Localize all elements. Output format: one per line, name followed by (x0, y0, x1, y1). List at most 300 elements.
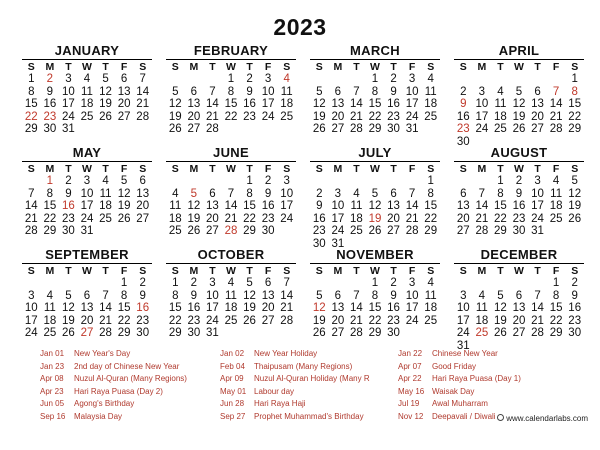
month-name: JULY (358, 145, 392, 160)
day-cell: 28 (99, 327, 112, 340)
holiday-name: Prophet Muhammad's Birthday (254, 411, 364, 421)
day-cell: 22 (117, 314, 131, 327)
weekday-header: W (82, 163, 92, 175)
day-cell: 17 (24, 314, 38, 327)
weekday-header: S (315, 163, 323, 175)
day-cell: 19 (99, 98, 112, 111)
day-cell: 25 (424, 110, 438, 123)
month-divider (454, 161, 584, 162)
holiday-date-label: Apr 07 (398, 361, 422, 371)
day-cell: 17 (206, 302, 219, 315)
holiday-name: 2nd day of Chinese New Year (74, 361, 180, 371)
holiday-date-label: Jul 19 (398, 399, 420, 408)
day-cell: 26 (494, 327, 507, 340)
holiday-column-2 (220, 348, 370, 423)
holiday-entry (398, 361, 521, 374)
day-cell: 5 (172, 85, 179, 98)
weekday-header: S (427, 61, 435, 73)
day-cell: 19 (62, 314, 75, 327)
empty-cell (22, 277, 41, 290)
holiday-date-label: May 16 (398, 386, 425, 396)
day-cell: 24 (62, 110, 75, 123)
day-cell: 11 (550, 187, 563, 200)
day-cell: 16 (387, 98, 400, 111)
day-cell: 15 (117, 302, 131, 315)
empty-cell (384, 175, 403, 188)
day-cell: 8 (28, 85, 35, 98)
day-cell: 10 (280, 187, 294, 200)
month-february (166, 44, 296, 136)
day-cell: 11 (424, 289, 437, 302)
day-cell: 21 (224, 212, 238, 225)
day-grid (22, 265, 152, 340)
holiday-date-label: Jun 05 (40, 399, 65, 408)
empty-cell (528, 73, 547, 86)
day-cell: 6 (534, 85, 541, 98)
month-name: NOVEMBER (336, 247, 414, 262)
day-grid (22, 163, 152, 238)
day-cell: 13 (80, 302, 94, 315)
day-cell: 20 (531, 110, 544, 123)
day-cell: 25 (99, 212, 112, 225)
weekday-header: F (408, 163, 416, 175)
day-cell: 17 (456, 314, 470, 327)
day-cell: 4 (227, 277, 235, 289)
day-cell: 19 (312, 314, 326, 327)
day-cell: 25 (43, 327, 57, 340)
holiday-name: Waisak Day (432, 386, 475, 396)
day-cell: 30 (187, 327, 201, 340)
day-cell: 9 (390, 85, 397, 98)
day-cell: 3 (534, 175, 541, 187)
weekday-header: S (27, 265, 35, 277)
holiday-date-label: Apr 22 (398, 374, 422, 383)
day-cell: 18 (224, 302, 238, 315)
day-cell: 19 (117, 200, 131, 213)
day-cell: 1 (571, 73, 578, 85)
day-cell: 11 (350, 200, 363, 213)
empty-cell (528, 277, 547, 290)
day-cell: 28 (475, 225, 489, 238)
day-cell: 3 (283, 175, 290, 187)
day-cell: 18 (424, 302, 438, 315)
day-cell: 12 (494, 302, 507, 315)
day-cell: 10 (331, 200, 345, 213)
day-cell: 3 (334, 187, 342, 200)
day-cell: 8 (227, 85, 235, 98)
day-cell: 15 (368, 98, 382, 111)
day-cell: 15 (243, 200, 256, 213)
day-cell: 29 (43, 225, 57, 238)
day-cell: 4 (46, 289, 54, 302)
day-cell: 4 (427, 277, 434, 289)
weekday-header: T (353, 163, 360, 175)
day-cell: 30 (512, 225, 526, 238)
day-cell: 10 (475, 98, 489, 111)
holiday-entry (40, 348, 187, 361)
day-cell: 8 (172, 289, 179, 302)
holiday-date: 7 (552, 85, 560, 98)
day-cell: 22 (549, 314, 563, 327)
weekday-header: F (120, 265, 128, 277)
day-cell: 1 (371, 73, 379, 85)
day-cell: 20 (331, 110, 345, 123)
empty-cell (310, 277, 329, 290)
day-cell: 6 (209, 187, 216, 200)
day-cell: 10 (80, 187, 94, 200)
day-cell: 21 (531, 314, 544, 327)
day-cell: 26 (99, 110, 112, 123)
day-cell: 30 (62, 225, 75, 238)
day-cell: 28 (549, 123, 563, 136)
day-cell: 21 (206, 110, 219, 123)
holiday-date: 19 (368, 212, 382, 225)
month-divider (22, 161, 152, 162)
day-cell: 13 (136, 187, 150, 200)
day-cell: 8 (371, 85, 379, 98)
holiday-date-label: Jan 01 (40, 349, 65, 358)
day-cell: 7 (408, 187, 416, 200)
day-cell: 6 (120, 73, 128, 85)
day-cell: 2 (65, 175, 72, 187)
day-cell: 14 (136, 85, 150, 98)
day-cell: 16 (387, 302, 400, 315)
day-cell: 17 (405, 302, 419, 315)
month-name: AUGUST (490, 145, 548, 160)
day-cell: 5 (65, 289, 72, 302)
day-cell: 25 (224, 314, 238, 327)
holiday-name: Nuzul Al-Quran (Many Regions) (74, 374, 187, 383)
empty-cell (78, 277, 97, 290)
day-cell: 11 (99, 187, 112, 200)
day-cell: 27 (261, 314, 275, 327)
day-cell: 19 (494, 314, 507, 327)
day-cell: 2 (390, 277, 397, 289)
day-cell: 16 (43, 98, 57, 111)
month-name: MARCH (350, 43, 400, 58)
weekday-header: T (353, 61, 360, 73)
weekday-header: T (534, 265, 541, 277)
day-cell: 27 (206, 225, 219, 238)
day-cell: 24 (475, 123, 489, 136)
weekday-header: T (65, 265, 72, 277)
day-grid (454, 265, 584, 353)
weekday-header: S (427, 163, 435, 175)
day-grid (454, 61, 584, 149)
day-cell: 11 (43, 302, 56, 315)
holiday-name: Deepavali / Diwali (432, 411, 496, 421)
weekday-header: W (370, 163, 380, 175)
holiday-date-label: Apr 09 (220, 374, 244, 383)
day-cell: 5 (246, 277, 253, 289)
day-cell: 29 (568, 123, 582, 136)
day-cell: 13 (187, 98, 201, 111)
day-cell: 10 (24, 302, 38, 315)
empty-cell (510, 277, 529, 290)
day-cell: 15 (168, 302, 182, 315)
day-cell: 27 (331, 327, 345, 340)
holiday-date: 5 (190, 187, 198, 200)
day-cell: 14 (475, 200, 489, 213)
day-cell: 31 (80, 225, 94, 238)
month-divider (166, 161, 296, 162)
day-cell: 18 (280, 98, 294, 111)
month-divider (22, 263, 152, 264)
day-cell: 17 (261, 98, 275, 111)
holiday-entry (40, 361, 187, 374)
holiday-entry (220, 386, 370, 399)
footer-link[interactable]: www.calendarlabs.com (506, 414, 588, 423)
weekday-header: T (102, 265, 109, 277)
month-november (310, 248, 440, 340)
weekday-header: W (514, 163, 524, 175)
day-cell: 6 (139, 175, 146, 187)
day-cell: 24 (80, 212, 94, 225)
day-cell: 20 (117, 98, 131, 111)
empty-cell (347, 175, 366, 188)
empty-cell (166, 73, 185, 86)
day-cell: 16 (568, 302, 582, 315)
day-cell: 9 (515, 187, 523, 200)
month-name: MAY (72, 145, 102, 160)
day-cell: 11 (81, 85, 93, 98)
day-cell: 12 (99, 85, 112, 98)
holiday-entry (220, 398, 370, 411)
day-cell: 28 (350, 327, 363, 340)
weekday-header: S (571, 61, 579, 73)
day-cell: 21 (350, 314, 363, 327)
day-cell: 31 (331, 237, 345, 250)
day-cell: 20 (80, 314, 94, 327)
empty-cell (491, 277, 510, 290)
day-cell: 17 (80, 200, 94, 213)
day-cell: 26 (368, 225, 382, 238)
empty-cell (222, 175, 241, 188)
day-cell: 1 (120, 277, 128, 289)
day-cell: 27 (136, 212, 150, 225)
holiday-name: Agong's Birthday (74, 399, 135, 408)
weekday-header: F (264, 265, 272, 277)
holiday-date-label: Jun 28 (220, 399, 245, 408)
day-cell: 13 (531, 98, 544, 111)
weekday-header: M (477, 265, 487, 277)
holiday-entry (398, 398, 521, 411)
day-cell: 5 (102, 73, 109, 85)
month-january (22, 44, 152, 136)
month-july (310, 146, 440, 251)
day-cell: 26 (312, 123, 326, 136)
day-cell: 16 (187, 302, 201, 315)
weekday-header: M (189, 163, 199, 175)
holiday-entry (220, 361, 370, 374)
day-cell: 28 (136, 110, 150, 123)
day-cell: 20 (261, 302, 275, 315)
empty-cell (203, 73, 222, 86)
holiday-date: 16 (136, 302, 150, 315)
day-cell: 5 (120, 175, 128, 187)
day-grid (310, 163, 440, 251)
day-cell: 19 (243, 302, 256, 315)
day-cell: 14 (206, 98, 219, 111)
day-cell: 4 (353, 187, 360, 200)
day-cell: 24 (405, 110, 419, 123)
empty-cell (366, 175, 385, 188)
day-cell: 13 (387, 200, 400, 213)
holiday-name: New Year Holiday (254, 349, 318, 358)
day-cell: 16 (261, 200, 275, 213)
day-cell: 29 (368, 327, 382, 340)
day-grid (310, 265, 440, 340)
day-cell: 10 (206, 289, 219, 302)
month-divider (166, 59, 296, 60)
day-cell: 5 (316, 85, 323, 98)
day-cell: 18 (168, 212, 182, 225)
day-cell: 7 (353, 85, 360, 98)
day-cell: 26 (117, 212, 131, 225)
day-cell: 12 (168, 98, 182, 111)
month-name: SEPTEMBER (45, 247, 129, 262)
day-cell: 29 (424, 225, 438, 238)
day-cell: 5 (515, 85, 523, 98)
empty-cell (41, 277, 60, 290)
weekday-header: S (571, 265, 579, 277)
empty-cell (454, 277, 473, 290)
weekday-header: W (370, 265, 380, 277)
day-cell: 24 (280, 212, 294, 225)
day-grid (22, 61, 152, 136)
day-cell: 13 (456, 200, 470, 213)
day-cell: 21 (350, 110, 363, 123)
day-cell: 3 (28, 289, 35, 302)
month-name: FEBRUARY (193, 43, 269, 58)
day-cell: 27 (331, 123, 345, 136)
empty-cell (329, 277, 348, 290)
day-cell: 2 (246, 73, 253, 85)
month-may (22, 146, 152, 238)
day-cell: 11 (225, 289, 237, 302)
day-cell: 3 (478, 85, 486, 98)
month-september (22, 248, 152, 340)
weekday-header: S (459, 61, 467, 73)
day-cell: 24 (456, 327, 470, 340)
holiday-entry (398, 348, 521, 361)
day-cell: 18 (99, 200, 112, 213)
holiday-date-label: May 01 (220, 386, 247, 396)
day-grid (454, 163, 584, 238)
day-cell: 24 (405, 314, 419, 327)
day-cell: 13 (261, 289, 275, 302)
holiday-entry (220, 411, 370, 424)
day-cell: 20 (187, 110, 201, 123)
day-cell: 5 (316, 289, 323, 302)
day-cell: 3 (460, 289, 467, 302)
day-cell: 2 (390, 73, 397, 85)
holiday-date: 2 (46, 73, 54, 85)
weekday-header: M (189, 61, 199, 73)
weekday-header: W (82, 61, 92, 73)
day-cell: 7 (227, 187, 235, 200)
weekday-header: F (264, 61, 272, 73)
day-cell: 7 (28, 187, 35, 200)
day-cell: 27 (187, 123, 201, 136)
empty-cell (185, 73, 204, 86)
day-cell: 2 (460, 85, 467, 98)
day-cell: 15 (368, 302, 382, 315)
empty-cell (510, 73, 529, 86)
day-cell: 9 (246, 85, 253, 98)
empty-cell (403, 175, 422, 188)
day-cell: 19 (187, 212, 201, 225)
holiday-column-1 (40, 348, 187, 423)
holiday-date: 23 (456, 123, 470, 136)
weekday-header: S (27, 61, 35, 73)
day-cell: 8 (497, 187, 504, 200)
day-cell: 4 (83, 73, 91, 85)
empty-cell (347, 277, 366, 290)
holiday-date: 8 (571, 85, 578, 98)
day-cell: 24 (531, 212, 544, 225)
holiday-name: Malaysia Day (74, 411, 123, 421)
holiday-date-label: Sep 27 (220, 411, 246, 421)
day-cell: 6 (334, 289, 342, 302)
weekday-header: S (139, 265, 147, 277)
day-cell: 10 (405, 289, 419, 302)
weekday-header: T (534, 163, 541, 175)
day-cell: 14 (350, 98, 363, 111)
day-cell: 11 (494, 98, 507, 111)
empty-cell (473, 175, 492, 188)
month-name: JANUARY (54, 43, 120, 58)
holiday-name: Nuzul Al-Quran Holiday (Many R (254, 374, 370, 383)
day-cell: 30 (261, 225, 275, 238)
month-march (310, 44, 440, 136)
day-cell: 1 (497, 175, 504, 187)
day-cell: 29 (368, 123, 382, 136)
month-name: DECEMBER (480, 247, 558, 262)
day-cell: 1 (371, 277, 379, 289)
holiday-date: 23 (43, 110, 57, 123)
holiday-date-label: Jan 02 (220, 349, 245, 358)
day-cell: 11 (169, 200, 182, 213)
day-cell: 14 (24, 200, 38, 213)
month-divider (454, 59, 584, 60)
day-cell: 14 (531, 302, 544, 315)
holiday-date-label: Nov 12 (398, 411, 424, 421)
day-cell: 5 (371, 187, 379, 200)
day-cell: 3 (65, 73, 72, 85)
empty-cell (203, 175, 222, 188)
day-cell: 23 (187, 314, 201, 327)
day-cell: 21 (136, 98, 150, 111)
day-cell: 31 (531, 225, 544, 238)
holiday-entry (220, 348, 370, 361)
day-cell: 14 (224, 200, 238, 213)
day-cell: 1 (246, 175, 253, 187)
holiday-name: Hari Raya Haji (254, 399, 306, 408)
day-cell: 8 (427, 187, 434, 200)
day-cell: 3 (209, 277, 216, 289)
day-cell: 16 (512, 200, 526, 213)
day-cell: 25 (168, 225, 182, 238)
day-cell: 27 (456, 225, 470, 238)
day-cell: 22 (368, 314, 382, 327)
day-cell: 22 (368, 110, 382, 123)
holiday-entry (398, 386, 521, 399)
weekday-header: S (283, 163, 291, 175)
month-divider (166, 263, 296, 264)
weekday-header: T (209, 61, 216, 73)
day-cell: 27 (117, 110, 131, 123)
